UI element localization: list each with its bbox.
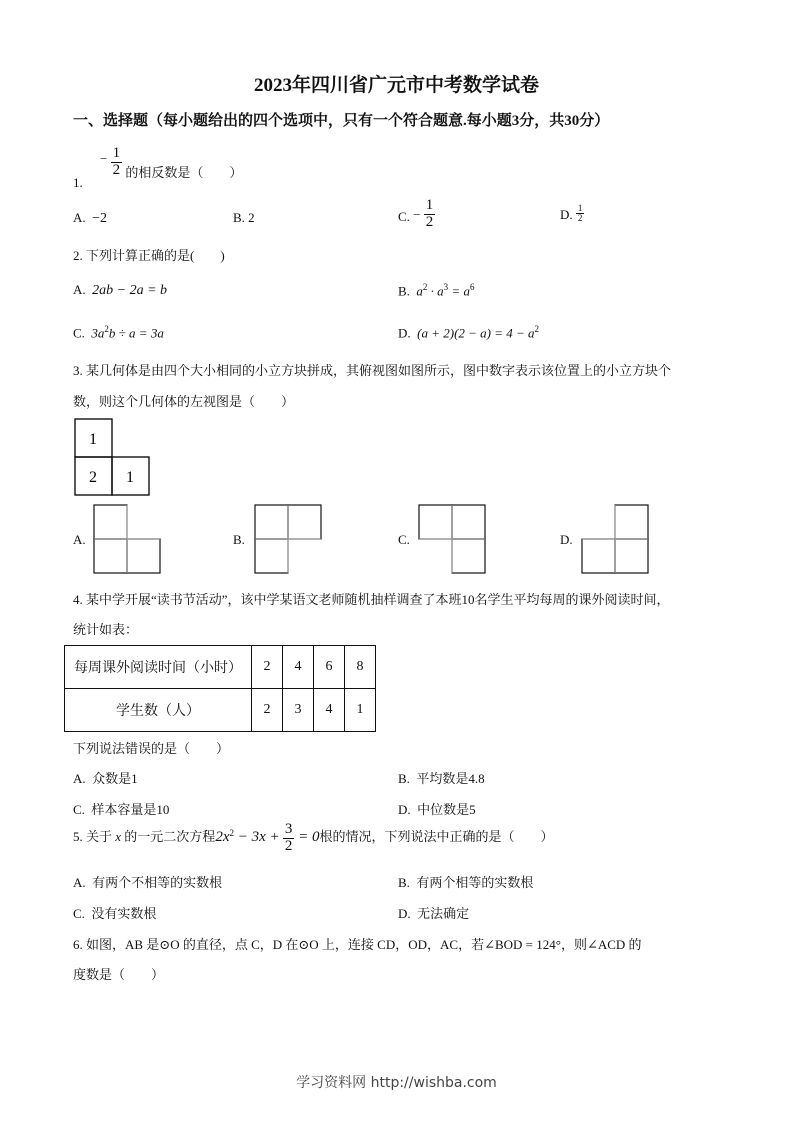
table-cell: 8 [345,646,376,689]
q4-option-a[interactable]: A. 众数是1 [73,771,138,786]
q4-question: 下列说法错误的是（ ） [73,741,230,756]
page-title: 2023年四川省广元市中考数学试卷 [253,75,539,96]
q2-option-d[interactable]: D. $(a + 2)(2 - a) = 4 - a^2$ [398,324,540,341]
q1-option-b[interactable]: B. 2 [233,210,255,225]
q6-stem-line1: 6. 如图，AB 是⊙O 的直径，点 C，D 在⊙O 上，连接 CD，OD，AC，若∠BOD = 124°，则∠ACD 的 [73,937,642,952]
q1-frac-sign: − [100,151,108,167]
table-cell: 4 [283,646,314,689]
q3-option-c-label[interactable]: C. [398,532,410,547]
q3-option-b-figure[interactable] [255,505,325,575]
q1-stem-text: 的相反数是（ ） [125,165,243,181]
q4-option-d[interactable]: D. 中位数是5 [398,802,476,817]
q3-stem-line2: 数，则这个几何体的左视图是（ ） [73,394,295,409]
q3-option-b-label[interactable]: B. [233,532,245,547]
q3-top-view-grid [75,419,155,499]
q5-option-c[interactable]: C. 没有实数根 [73,906,157,921]
q6-stem-line2: 度数是（ ） [73,967,165,982]
q1-stem [73,145,243,191]
q4-option-b[interactable]: B. 平均数是4.8 [398,771,485,786]
table-row [65,689,376,732]
q1-number: 1. [73,175,83,191]
q2-option-b[interactable]: B. $a^2 \cdot a^3 = a^6$ [398,282,475,299]
row2-header: 学生数（人） [65,689,252,732]
table-cell: 6 [314,646,345,689]
table-row [65,646,376,689]
q1-option-a[interactable]: A. −2 [73,210,108,226]
section-heading: 一、选择题（每小题给出的四个选项中，只有一个符合题意.每小题3分，共30分） [73,113,610,129]
q3-option-d-figure[interactable] [582,505,652,575]
footer-watermark: 学习资料网 http://wishba.com [296,1075,497,1091]
q4-stem-line2: 统计如表： [73,622,139,637]
q5-option-b[interactable]: B. 有两个相等的实数根 [398,875,534,890]
q4-stem-line1: 4. 某中学开展“读书节活动”，该中学某语文老师随机抽样调查了本班10名学生平均每周的课外阅读时间， [73,592,670,607]
q3-option-c-figure[interactable] [419,505,489,575]
q5-option-d[interactable]: D. 无法确定 [398,906,470,921]
q1-option-d[interactable]: D. $\frac{1}{2}$ [560,203,583,224]
q5-stem: 5. 关于 x 的一元二次方程$2x^2 - 3x$ + $\frac{3}{2}$ = 0根的情况，下列说法中正确的是（ ） [73,821,554,854]
q3-option-d-label[interactable]: D. [560,532,573,547]
q2-option-c[interactable]: C. $3a^2b \div a = 3a$ [73,324,164,341]
grid-top-value: 1 [89,431,97,448]
q5-option-a[interactable]: A. 有两个不相等的实数根 [73,875,223,890]
q3-option-a-label[interactable]: A. [73,532,86,547]
table-cell: 2 [252,646,283,689]
table-cell: 2 [252,689,283,732]
q1-option-c[interactable]: C. − $\frac{1}{2}$ [398,197,434,230]
row1-header: 每周课外阅读时间（小时） [65,646,252,689]
q1-fraction: $\frac{1}{2}$ [112,145,121,178]
q2-stem: 2. 下列计算正确的是( ) [73,248,225,263]
table-cell: 4 [314,689,345,732]
q4-option-c[interactable]: C. 样本容量是10 [73,802,170,817]
grid-bottom-right-value: 1 [126,469,134,486]
table-cell: 3 [283,689,314,732]
reading-time-table [64,645,376,732]
q3-stem-line1: 3. 某几何体是由四个大小相同的小立方块拼成，其俯视图如图所示，图中数字表示该位置上的小立方块个 [73,363,672,378]
q2-option-a[interactable]: A. 2ab − 2a = b [73,282,168,298]
grid-bottom-left-value: 2 [89,469,97,486]
table-cell: 1 [345,689,376,732]
q3-option-a-figure[interactable] [94,505,164,575]
